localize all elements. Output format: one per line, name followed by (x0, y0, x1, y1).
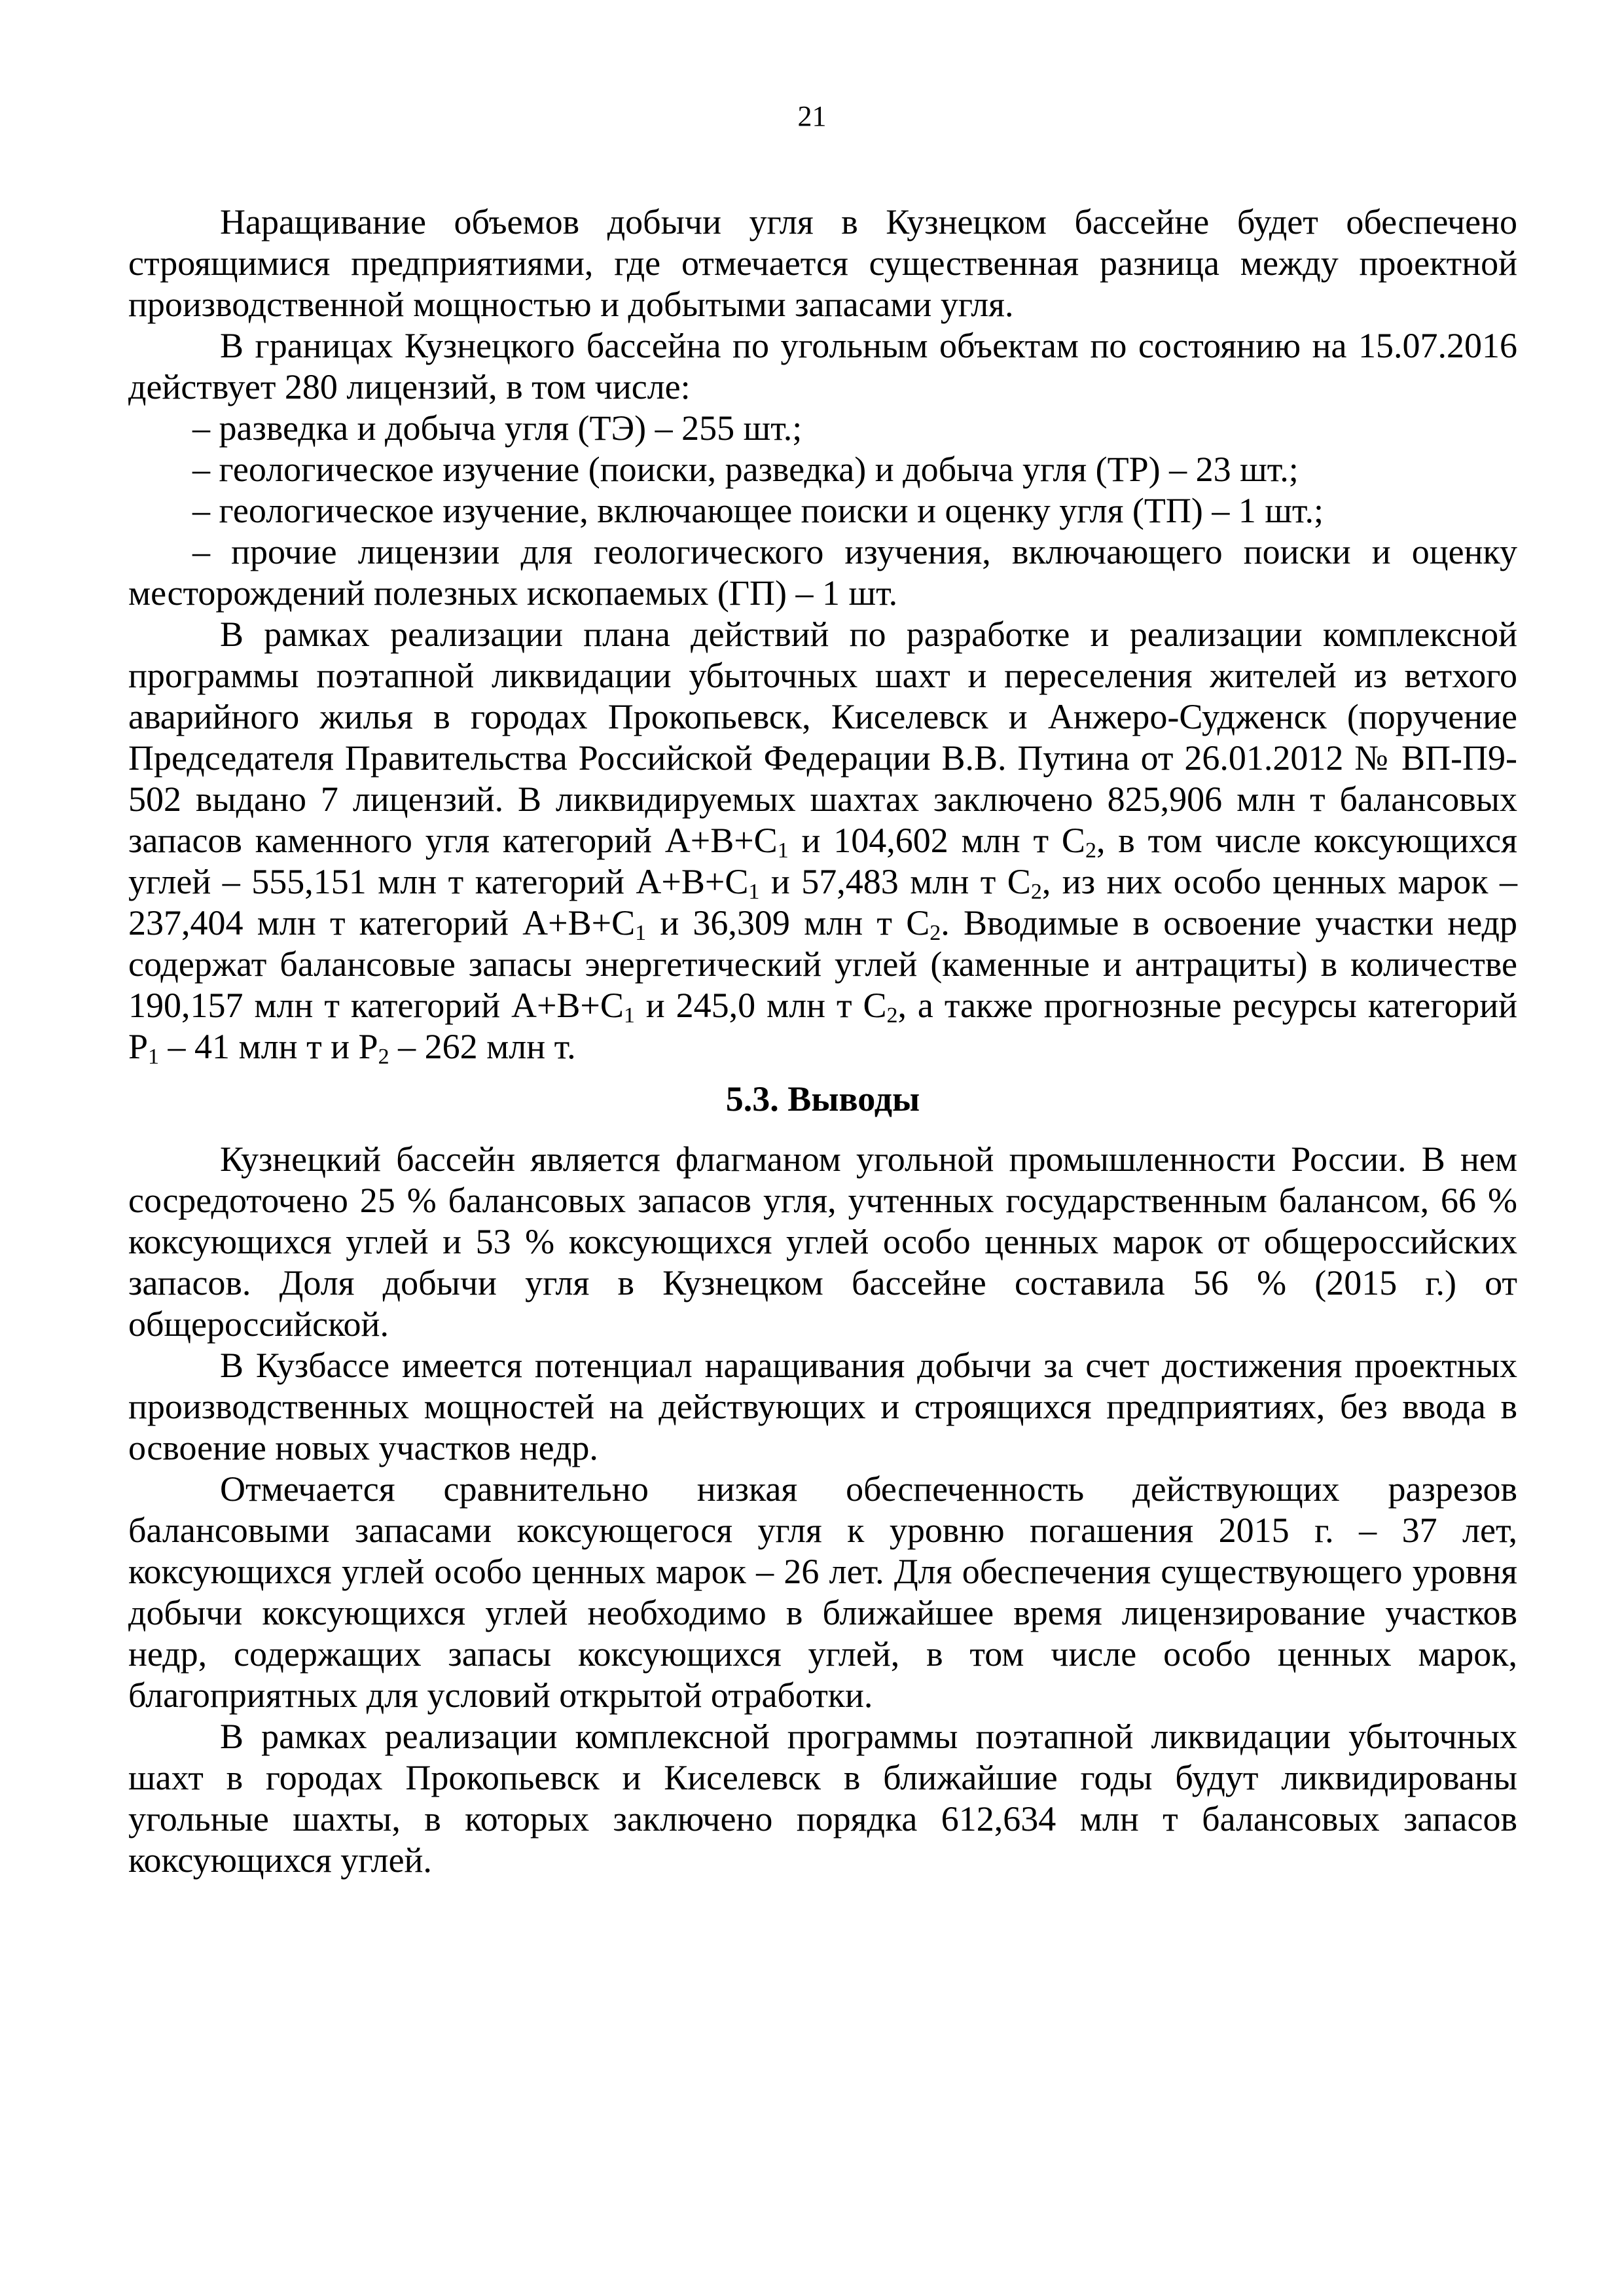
text-run: и 36,309 млн т С (646, 903, 930, 942)
text-run: и 104,602 млн т С (788, 821, 1085, 860)
paragraph-production-growth: Наращивание объемов добычи угля в Кузнецком бассейне будет обеспечено строящимися предприятиями, где отмечается существенная разница между проектной производственной мощностью и добытыми запасами угля. (128, 202, 1517, 324)
list-item: – геологическое изучение, включающее поиски и оценку угля (ТП) – 1 шт.; (192, 491, 1324, 530)
subscript: 2 (1085, 838, 1096, 863)
text-run: и 57,483 млн т С (759, 862, 1031, 901)
subscript: 2 (886, 1003, 898, 1028)
paragraph-liquidation-program: В рамках реализации комплексной программы поэтапной ликвидации убыточных шахт в городах Прокопьевск и Киселевск в ближайшие годы будут ликвидированы угольные шахты, в которых заключено порядка 612,634 млн т балансовых запасов коксующихся углей. (128, 1717, 1517, 1880)
subscript: 2 (378, 1045, 389, 1069)
subscript: 1 (748, 880, 760, 904)
document-body (128, 202, 1517, 1881)
page-number: 21 (797, 100, 827, 132)
list-item: – разведка и добыча угля (ТЭ) – 255 шт.; (192, 408, 803, 448)
text-run: , а также прогнозные ресурсы категорий Р (128, 986, 1517, 1066)
list-item: – прочие лицензии для геологического изучения, включающего поиски и оценку месторождений полезных ископаемых (ГП) – 1 шт. (128, 532, 1517, 613)
text-run: – 262 млн т. (389, 1027, 576, 1066)
subscript: 1 (148, 1045, 160, 1069)
subscript: 1 (635, 921, 647, 945)
paragraph-flagship: Кузнецкий бассейн является флагманом угольной промышленности России. В нем сосредоточено 25 % балансовых запасов угля, учтенных государственным балансом, 66 % коксующихся углей и 53 % коксующихся углей особо ценных марок от общероссийских запасов. Доля добычи угля в Кузнецком бассейне составила 56 % (2015 г.) от общероссийской. (128, 1139, 1517, 1344)
subscript: 1 (777, 838, 789, 863)
section-heading-conclusions: 5.3. Выводы (725, 1079, 920, 1119)
text-run: , из них особо ценных марок – 237,404 млн т категорий А+В+С (128, 862, 1517, 942)
list-item: – геологическое изучение (поиски, разведка) и добыча угля (ТР) – 23 шт.; (192, 450, 1299, 489)
subscript: 1 (623, 1003, 635, 1028)
text-run: . Вводимые в освоение участки недр содержат балансовые запасы энергетический углей (каменные и антрациты) в количестве 190,157 млн т категорий А+В+С (128, 903, 1517, 1025)
paragraph-reserves-supply: Отмечается сравнительно низкая обеспеченность действующих разрезов балансовыми запасами коксующегося угля к уровню погашения 2015 г. – 37 лет, коксующихся углей особо ценных марок – 26 лет. Для обеспечения существующего уровня добычи коксующихся углей необходимо в ближайшее время лицензирование участков недр, содержащих запасы коксующихся углей, в том числе особо ценных марок, благоприятных для условий открытой отработки. (128, 1469, 1517, 1715)
paragraph-licenses-intro: В границах Кузнецкого бассейна по угольным объектам по состоянию на 15.07.2016 действует 280 лицензий, в том числе: (128, 326, 1517, 406)
text-run: – 41 млн т и Р (159, 1027, 378, 1066)
subscript: 2 (1030, 880, 1042, 904)
subscript: 2 (929, 921, 941, 945)
paragraph-potential: В Кузбассе имеется потенциал наращивания добычи за счет достижения проектных производственных мощностей на действующих и строящихся предприятиях, без ввода в освоение новых участков недр. (128, 1346, 1517, 1467)
text-run: , в том числе коксующихся углей – 555,151 млн т категорий А+В+С (128, 821, 1517, 901)
paragraph-mine-liquidation (128, 614, 1517, 1067)
text-run: и 245,0 млн т С (634, 986, 887, 1025)
text-run: В рамках реализации плана действий по разработке и реализации комплексной программы поэтапной ликвидации убыточных шахт и переселения жителей из ветхого аварийного жилья в городах Прокопьевск, Киселевск и Анжеро-Судженск (поручение Председателя Правительства Российской Федерации В.В. Путина от 26.01.2012 № ВП-П9-502 выдано 7 лицензий. В ликвидируемых шахтах заключено 825,906 млн т балансовых запасов каменного угля категорий А+В+С (128, 615, 1517, 860)
